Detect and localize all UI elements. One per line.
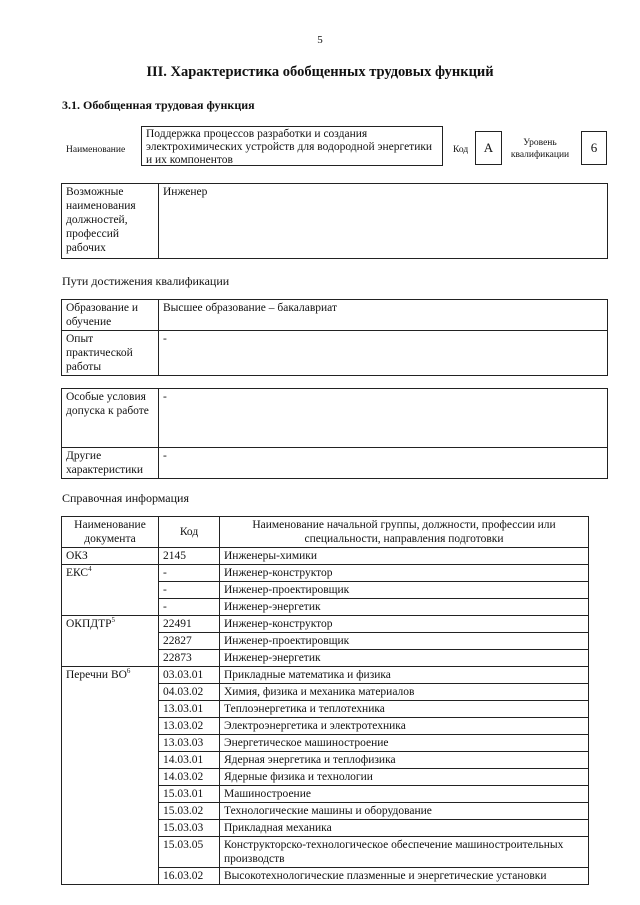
education-value: Высшее образование – бакалавриат — [159, 300, 608, 331]
code-cell: - — [159, 565, 220, 582]
function-name-value: Поддержка процессов разработки и создания электрохимических устройств для водородной энергетики и их компонентов — [141, 126, 443, 166]
name-label: Наименование — [66, 145, 126, 155]
conditions-table — [61, 388, 608, 479]
footnote-ref: 4 — [88, 565, 92, 574]
name-cell: Инженер-энергетик — [220, 599, 589, 616]
level-label-line1: Уровень — [523, 138, 557, 148]
function-subtitle: 3.1. Обобщенная трудовая функция — [62, 98, 255, 112]
special-conditions-value: - — [159, 389, 608, 448]
level-value: 6 — [581, 131, 607, 165]
code-cell: 03.03.01 — [159, 667, 220, 684]
code-value: A — [475, 131, 502, 165]
code-cell: 2145 — [159, 548, 220, 565]
code-cell: 13.03.02 — [159, 718, 220, 735]
name-cell: Инженер-проектировщик — [220, 633, 589, 650]
name-cell: Ядерная энергетика и теплофизика — [220, 752, 589, 769]
code-cell: 13.03.03 — [159, 735, 220, 752]
doc-cell — [62, 548, 159, 565]
doc-cell — [62, 565, 159, 616]
doc-name: ОКЗ — [66, 550, 88, 562]
name-cell: Ядерные физика и технологии — [220, 769, 589, 786]
doc-name: ОКПДТР — [66, 618, 112, 630]
name-cell: Инженеры-химики — [220, 548, 589, 565]
code-cell: 14.03.01 — [159, 752, 220, 769]
special-conditions-label: Особые условия допуска к работе — [62, 389, 159, 448]
experience-value: - — [159, 331, 608, 376]
name-cell: Химия, физика и механика материалов — [220, 684, 589, 701]
name-cell: Высокотехнологические плазменные и энергетические установки — [220, 868, 589, 885]
level-label — [504, 137, 576, 161]
education-label: Образование и обучение — [62, 300, 159, 331]
doc-name: ЕКС — [66, 567, 89, 579]
code-cell: 22827 — [159, 633, 220, 650]
positions-value: Инженер — [159, 184, 608, 259]
name-cell: Энергетическое машиностроение — [220, 735, 589, 752]
code-cell: - — [159, 582, 220, 599]
col-doc-header: Наименование документа — [62, 517, 159, 548]
code-cell: 16.03.02 — [159, 868, 220, 885]
reference-title: Справочная информация — [62, 491, 189, 505]
qualification-paths-title: Пути достижения квалификации — [62, 274, 230, 288]
reference-table — [61, 516, 589, 885]
name-cell: Инженер-конструктор — [220, 565, 589, 582]
code-cell: 15.03.03 — [159, 820, 220, 837]
code-cell: 04.03.02 — [159, 684, 220, 701]
table-row — [62, 565, 589, 582]
other-value: - — [159, 448, 608, 479]
positions-table — [61, 183, 608, 259]
code-label: Код — [453, 145, 469, 155]
doc-cell — [62, 616, 159, 667]
code-cell: 14.03.02 — [159, 769, 220, 786]
code-cell: 15.03.01 — [159, 786, 220, 803]
footnote-ref: 5 — [111, 616, 116, 625]
page-number: 5 — [317, 34, 323, 46]
name-cell: Инженер-проектировщик — [220, 582, 589, 599]
experience-label: Опыт практической работы — [62, 331, 159, 376]
table-row — [62, 548, 589, 565]
table-row — [62, 616, 589, 633]
name-cell: Прикладные математика и физика — [220, 667, 589, 684]
code-cell: 15.03.05 — [159, 837, 220, 868]
col-code-header: Код — [159, 517, 220, 548]
name-cell: Прикладная механика — [220, 820, 589, 837]
level-label-line2: квалификации — [510, 150, 570, 160]
name-cell: Инженер-конструктор — [220, 616, 589, 633]
code-cell: 22873 — [159, 650, 220, 667]
section-title: III. Характеристика обобщенных трудовых функций — [146, 64, 494, 80]
name-cell: Электроэнергетика и электротехника — [220, 718, 589, 735]
education-table — [61, 299, 608, 376]
col-name-header: Наименование начальной группы, должности, профессии или специальности, направления подготовки — [220, 517, 589, 548]
table-row — [62, 667, 589, 684]
code-cell: 22491 — [159, 616, 220, 633]
name-cell: Машиностроение — [220, 786, 589, 803]
code-cell: 13.03.01 — [159, 701, 220, 718]
code-cell: - — [159, 599, 220, 616]
other-label: Другие характеристики — [62, 448, 159, 479]
doc-name: Перечни ВО — [66, 669, 127, 681]
code-cell: 15.03.02 — [159, 803, 220, 820]
name-cell: Конструкторско-технологическое обеспечение машиностроительных производств — [220, 837, 589, 868]
name-cell: Инженер-энергетик — [220, 650, 589, 667]
positions-label: Возможные наименования должностей, профессий рабочих — [62, 184, 159, 259]
doc-cell — [62, 667, 159, 885]
footnote-ref: 6 — [126, 667, 131, 676]
name-cell: Теплоэнергетика и теплотехника — [220, 701, 589, 718]
name-cell: Технологические машины и оборудование — [220, 803, 589, 820]
